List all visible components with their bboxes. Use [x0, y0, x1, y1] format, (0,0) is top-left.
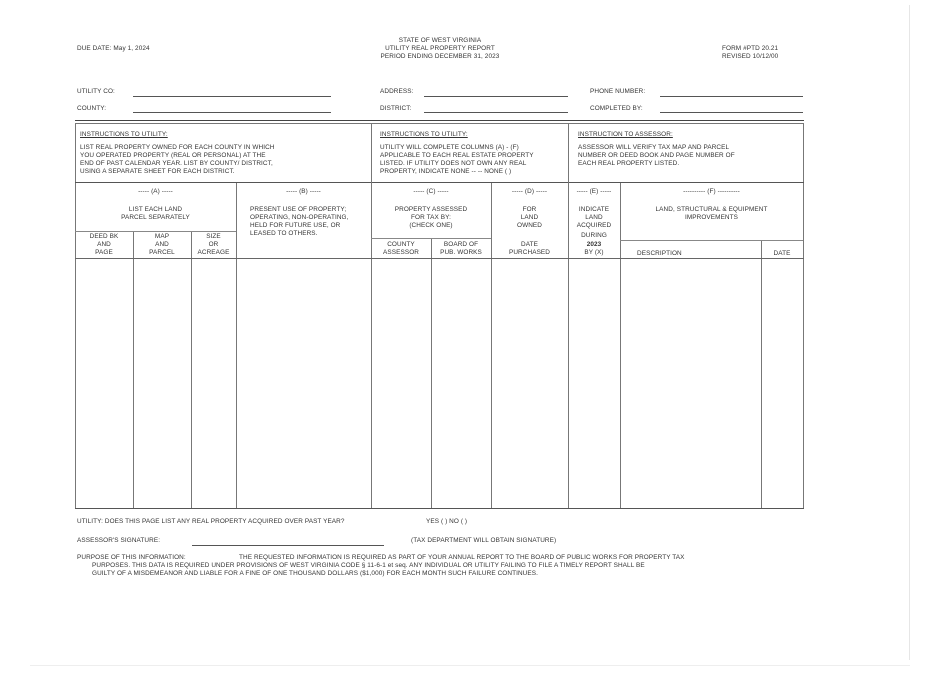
purpose-label: PURPOSE OF THIS INFORMATION:	[77, 554, 186, 561]
col-b-desc: PRESENT USE OF PROPERTY;	[250, 206, 347, 213]
col-a-map-header: PARCEL	[149, 249, 175, 256]
instructions-divider	[75, 182, 804, 183]
col-a-map-header: MAP	[154, 233, 170, 240]
col-divider-a1	[133, 231, 134, 508]
utility-instructions-2-line: LISTED. IF UTILITY DOES NOT OWN ANY REAL	[380, 160, 527, 167]
utility-instructions-2-line: APPLICABLE TO EACH REAL ESTATE PROPERTY	[380, 152, 534, 159]
assessor-instructions-line: NUMBER OR DEED BOOK AND PAGE NUMBER OF	[578, 152, 735, 159]
col-c-county-header: ASSESSOR	[383, 249, 419, 256]
col-a-desc: LIST EACH LAND	[128, 206, 183, 213]
form-revised: REVISED 10/12/00	[722, 53, 779, 60]
form-title-report: UTILITY REAL PROPERTY REPORT	[385, 45, 495, 52]
col-divider-c	[431, 238, 432, 508]
header-bottom-line	[75, 258, 804, 259]
col-f-desc: IMPROVEMENTS	[684, 214, 739, 221]
table-top-inner	[75, 123, 804, 124]
table-top-border	[75, 120, 804, 121]
col-a-desc: PARCEL SEPARATELY	[121, 214, 190, 221]
col-e-tag: ----- (E) -----	[576, 188, 612, 195]
form-number: FORM #PTD 20.21	[722, 45, 779, 52]
utility-instructions-2-line: UTILITY WILL COMPLETE COLUMNS (A) - (F)	[380, 144, 519, 151]
county-field[interactable]	[133, 112, 331, 113]
utility-instructions-line: USING A SEPARATE SHEET FOR EACH DISTRICT.	[80, 168, 235, 175]
utility-co-label: UTILITY CO:	[77, 88, 115, 95]
col-d-desc: OWNED	[517, 222, 542, 229]
col-c-desc: PROPERTY ASSESSED	[394, 206, 468, 213]
table-left-border	[75, 123, 76, 508]
page-bottom-edge	[30, 665, 910, 666]
a-subheader-line	[75, 231, 236, 232]
due-date: DUE DATE: May 1, 2024	[77, 45, 150, 52]
assessor-signature-line[interactable]	[192, 545, 384, 546]
col-a-deed-header: AND	[97, 241, 111, 248]
assessor-instructions-title: INSTRUCTION TO ASSESSOR:	[578, 131, 673, 138]
col-divider-c-d	[491, 183, 492, 508]
col-e-desc: ACQUIRED	[576, 222, 612, 229]
col-e-desc: DURING	[581, 232, 607, 239]
col-e-desc: INDICATE	[578, 206, 610, 213]
page-edge-shadow	[909, 5, 910, 660]
f-subheader-line	[620, 240, 803, 241]
utility-instructions-2-line: PROPERTY, INDICATE NONE -- -- NONE ( )	[380, 168, 512, 175]
col-divider-f	[761, 240, 762, 508]
col-a-tag: ----- (A) -----	[138, 188, 173, 195]
completed-by-label: COMPLETED BY:	[590, 105, 643, 112]
utility-instructions-line: YOU OPERATED PROPERTY (REAL OR PERSONAL) AT THE	[80, 152, 266, 159]
instr-divider-1	[371, 123, 372, 183]
col-b-desc: HELD FOR FUTURE USE, OR	[250, 222, 341, 229]
table-bottom-border	[75, 508, 804, 509]
col-c-desc: (CHECK ONE)	[409, 222, 453, 229]
col-b-desc: LEASED TO OTHERS.	[250, 230, 318, 237]
col-c-tag: ----- (C) -----	[413, 188, 449, 195]
district-field[interactable]	[424, 112, 568, 113]
col-a-map-header: AND	[155, 241, 169, 248]
col-c-county-header: COUNTY	[387, 241, 415, 248]
col-a-size-header: ACREAGE	[197, 249, 230, 256]
col-divider-a-b	[236, 183, 237, 508]
col-divider-b-c	[371, 183, 372, 508]
phone-label: PHONE NUMBER:	[590, 88, 646, 95]
acquired-question: UTILITY: DOES THIS PAGE LIST ANY REAL PROPERTY ACQUIRED OVER PAST YEAR?	[77, 518, 345, 525]
utility-instructions-title: INSTRUCTIONS TO UTILITY:	[80, 131, 168, 138]
assessor-instructions-line: ASSESSOR WILL VERIFY TAX MAP AND PARCEL	[578, 144, 730, 151]
address-field[interactable]	[424, 96, 568, 97]
tax-dept-note: (TAX DEPARTMENT WILL OBTAIN SIGNATURE)	[411, 537, 557, 544]
col-e-desc: BY (X)	[584, 249, 604, 256]
table-right-border	[803, 123, 804, 508]
col-f-tag: ---------- (F) ----------	[683, 188, 740, 195]
col-d-date-header: PURCHASED	[508, 249, 551, 256]
col-c-board-header: PUB. WORKS	[440, 249, 482, 256]
purpose-text-line1: THE REQUESTED INFORMATION IS REQUIRED AS PART OF YOUR ANNUAL REPORT TO THE BOARD OF PUBLIC WORKS FOR PROPERTY TAX	[239, 554, 685, 561]
utility-instructions-2-title: INSTRUCTIONS TO UTILITY:	[380, 131, 468, 138]
instr-divider-2	[568, 123, 569, 183]
col-d-date-header: DATE	[521, 241, 538, 248]
col-a-deed-header: DEED BK	[89, 233, 119, 240]
col-c-board-header: BOARD OF	[443, 241, 479, 248]
form-title-period: PERIOD ENDING DECEMBER 31, 2023	[380, 53, 500, 60]
col-divider-e-f	[620, 183, 621, 508]
col-divider-a2	[191, 231, 192, 508]
col-f-description-header: DESCRIPTION	[637, 250, 682, 257]
col-b-desc: OPERATING, NON-OPERATING,	[250, 214, 349, 221]
form-title-state: STATE OF WEST VIRGINIA	[398, 37, 482, 44]
county-label: COUNTY:	[77, 105, 107, 112]
purpose-text-line3: GUILTY OF A MISDEMEANOR AND LIABLE FOR A FINE OF ONE THOUSAND DOLLARS ($1,000) FOR EACH MONTH SUCH FAILURE CONTINUES.	[92, 570, 538, 577]
col-f-date-header: DATE	[773, 250, 791, 257]
phone-field[interactable]	[660, 96, 803, 97]
col-e-year: 2023	[586, 241, 602, 248]
assessor-instructions-line: EACH REAL PROPERTY LISTED.	[578, 160, 680, 167]
col-d-desc: LAND	[520, 214, 539, 221]
utility-co-field[interactable]	[133, 96, 331, 97]
purpose-text-line2: PURPOSES. THIS DATA IS REQUIRED UNDER PROVISIONS OF WEST VIRGINIA CODE § 11-6-1 et seq. ANY INDIVIDUAL OR UTILITY FAILING TO FILE A TIMELY REPORT SHALL BE	[92, 562, 645, 569]
utility-instructions-line: LIST REAL PROPERTY OWNED FOR EACH COUNTY IN WHICH	[80, 144, 275, 151]
col-d-tag: ----- (D) -----	[511, 188, 548, 195]
col-a-size-header: SIZE	[206, 233, 221, 240]
col-b-tag: ----- (B) -----	[286, 188, 321, 195]
yes-no-checkboxes[interactable]: YES ( ) NO ( )	[426, 518, 468, 525]
address-label: ADDRESS:	[380, 88, 414, 95]
col-a-deed-header: PAGE	[95, 249, 113, 256]
c-subheader-line	[371, 238, 491, 239]
col-a-size-header: OR	[208, 241, 219, 248]
assessor-signature-label: ASSESSOR'S SIGNATURE:	[77, 537, 161, 544]
completed-by-field[interactable]	[660, 112, 803, 113]
col-e-desc: LAND	[585, 214, 603, 221]
col-c-desc: FOR TAX BY:	[411, 214, 451, 221]
col-d-desc: FOR	[522, 206, 537, 213]
district-label: DISTRICT:	[380, 105, 412, 112]
utility-instructions-line: END OF PAST CALENDAR YEAR. LIST BY COUNTY/ DISTRICT,	[80, 160, 273, 167]
col-f-desc: LAND, STRUCTURAL & EQUIPMENT	[655, 206, 768, 213]
